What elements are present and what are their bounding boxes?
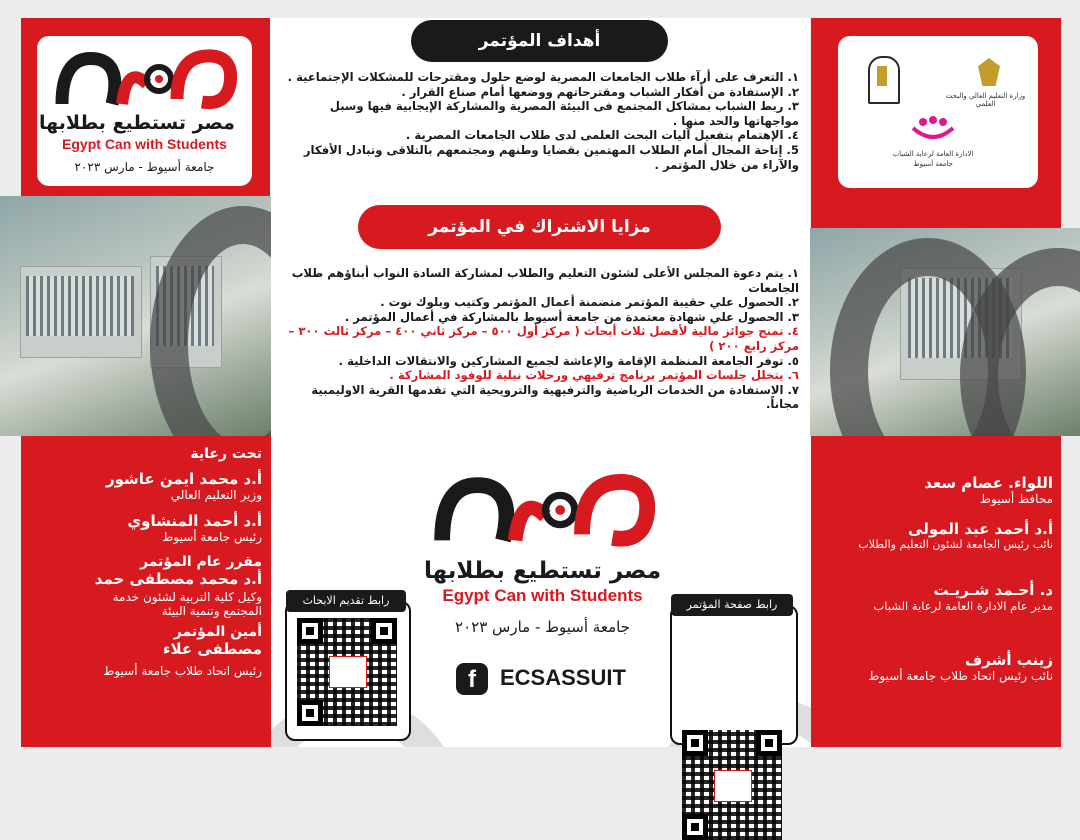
benefit-item: ٣. الحصول علي شهادة معتمدة من جامعة أسيوط بالمشاركة في أعمال المؤتمر . xyxy=(344,309,799,324)
person-name: أ.د محمد ايمن عاشور xyxy=(105,470,262,488)
goals-title: أهداف المؤتمر xyxy=(478,31,601,51)
person-role: نائب رئيس اتحاد طلاب جامعة أسيوط xyxy=(868,669,1053,683)
person-role: نائب رئيس الجامعة لشئون التعليم والطلاب xyxy=(858,538,1053,551)
logo-english-title: Egypt Can with Students xyxy=(62,136,227,152)
benefit-item-highlight: ٤. تمنح جوائز مالية لأفضل ثلاث أبحاث ( مركز أول ٥٠٠ – مركز ثاني ٤٠٠ – مركز ثالث ٣٠٠ – مركز رابع ٢٠٠ ) xyxy=(288,324,799,353)
person-role: وزير التعليم العالي xyxy=(170,488,262,502)
research-qr-code[interactable] xyxy=(297,618,397,726)
person-name: أ.د أحمد المنشاوي xyxy=(127,512,262,530)
facebook-icon[interactable]: f xyxy=(456,663,488,695)
goal-item: ٣. ربط الشباب بمشاكل المجتمع فى البيئة المصرية والمشاركة الإيجابية فيها وسبل مواجهاتها والحد منها . xyxy=(329,99,799,128)
research-qr-label: رابط تقديم الابحاث xyxy=(286,590,406,612)
benefit-item: ٢. الحصول علي حقيبة المؤتمر متضمنة أعمال المؤتمر وكتيب وبلوك نوت . xyxy=(380,295,799,310)
brand-logo-mark-large xyxy=(430,466,655,554)
person-name: أ.د أحمد عبد المولى xyxy=(908,520,1053,538)
goal-item: ٤. الإهتمام بتفعيل آليات البحث العلمى لدى طلاب الجامعات المصرية . xyxy=(405,128,799,143)
person-role: مدير عام الادارة العامة لرعاية الشباب xyxy=(873,599,1053,613)
goal-item: 5. إتاحة المجال أمام الطلاب المهتمين بقضايا وطنهم ومجتمعهم بالتلاقى وتبادل الأفكار والآراء من خلال المؤتمر . xyxy=(303,142,799,172)
facebook-handle[interactable]: ECSASSUIT xyxy=(500,665,626,690)
university-logo xyxy=(868,56,900,104)
page-qr-box xyxy=(670,605,798,745)
right-campus-photo xyxy=(810,228,1080,436)
goal-item: ٢. الإستفادة من أفكار الشباب ومقترحاتهم ووضعها أمام صناع القرار . xyxy=(401,84,799,99)
goals-list xyxy=(283,70,799,172)
youth-care-logo xyxy=(908,116,958,146)
benefit-item: ٧. الاستفادة من الخدمات الرياضية والترفيهية والترويحية التي تقدمها القرية الاوليمبية مجاناً. xyxy=(311,382,799,412)
rapporteur-title: مقرر عام المؤتمر xyxy=(140,554,262,570)
youth-care-label: الادارة العامة لرعاية الشباب xyxy=(892,150,974,158)
logo-arabic-title: مصر تستطيع بطلابها xyxy=(39,112,235,134)
benefit-item: ٥. توفر الجامعة المنظمة الإقامة والإعاشة لجميع المشاركين والانتقالات الداخلية . xyxy=(338,353,799,368)
ministry-eagle-logo xyxy=(978,58,1000,86)
benefit-item: ١. يتم دعوة المجلس الأعلى لشئون التعليم والطلاب لمشاركة السادة النواب أبناؤهم طلاب الجامعات xyxy=(291,266,799,295)
left-campus-photo xyxy=(0,196,271,436)
benefits-title-pill xyxy=(358,205,721,249)
patronage-title: تحت رعاية xyxy=(190,446,262,462)
left-people-block xyxy=(30,446,262,678)
benefit-item-highlight: ٦. يتخلل جلسات المؤتمر برنامج ترفيهي ورحلات نيلية للوفود المشاركة . xyxy=(389,368,799,383)
ministry-label: وزارة التعليم العالي والبحث العلمي xyxy=(945,92,1026,108)
right-people-block xyxy=(815,474,1053,683)
person-role: وكيل كلية التربية لشئون خدمة المجتمع وتنمية البيئة xyxy=(112,590,262,618)
person-role: رئيس اتحاد طلاب جامعة أسيوط xyxy=(103,664,262,678)
partner-logos-card xyxy=(838,36,1038,188)
logo-card-top-left xyxy=(37,36,252,186)
logo-subtitle: جامعة أسيوط - مارس ٢٠٢٣ xyxy=(74,160,215,174)
person-role: رئيس جامعة أسيوط xyxy=(162,530,262,544)
page-qr-label: رابط صفحة المؤتمر xyxy=(671,594,793,616)
center-logo-arabic: مصر تستطيع بطلابها xyxy=(423,558,662,584)
page-qr-code[interactable] xyxy=(682,730,782,840)
benefits-title: مزايا الاشتراك في المؤتمر xyxy=(428,217,651,237)
secretary-title: أمين المؤتمر xyxy=(173,624,262,640)
benefits-list xyxy=(283,266,799,412)
person-name: مصطفى علاء xyxy=(162,640,262,658)
brand-logo-mark xyxy=(52,44,237,114)
goal-item: ١. التعرف على أرآء طلاب الجامعات المصرية لوضع حلول ومقترحات للمشكلات الإجتماعية . xyxy=(287,70,799,84)
center-logo-subtitle: جامعة أسيوط - مارس ٢٠٢٣ xyxy=(455,618,630,636)
person-name: اللواء. عصام سعد xyxy=(924,474,1053,492)
person-name: أ.د محمد مصطفى حمد xyxy=(94,570,262,588)
center-logo-english: Egypt Can with Students xyxy=(442,586,643,605)
goals-title-pill xyxy=(411,20,668,62)
person-name: زينب أشرف xyxy=(964,651,1053,669)
person-role: محافظ أسيوط xyxy=(979,492,1053,506)
university-label: جامعة أسيوط xyxy=(913,160,953,168)
person-name: د. أحـمد شـريـت xyxy=(933,581,1053,599)
